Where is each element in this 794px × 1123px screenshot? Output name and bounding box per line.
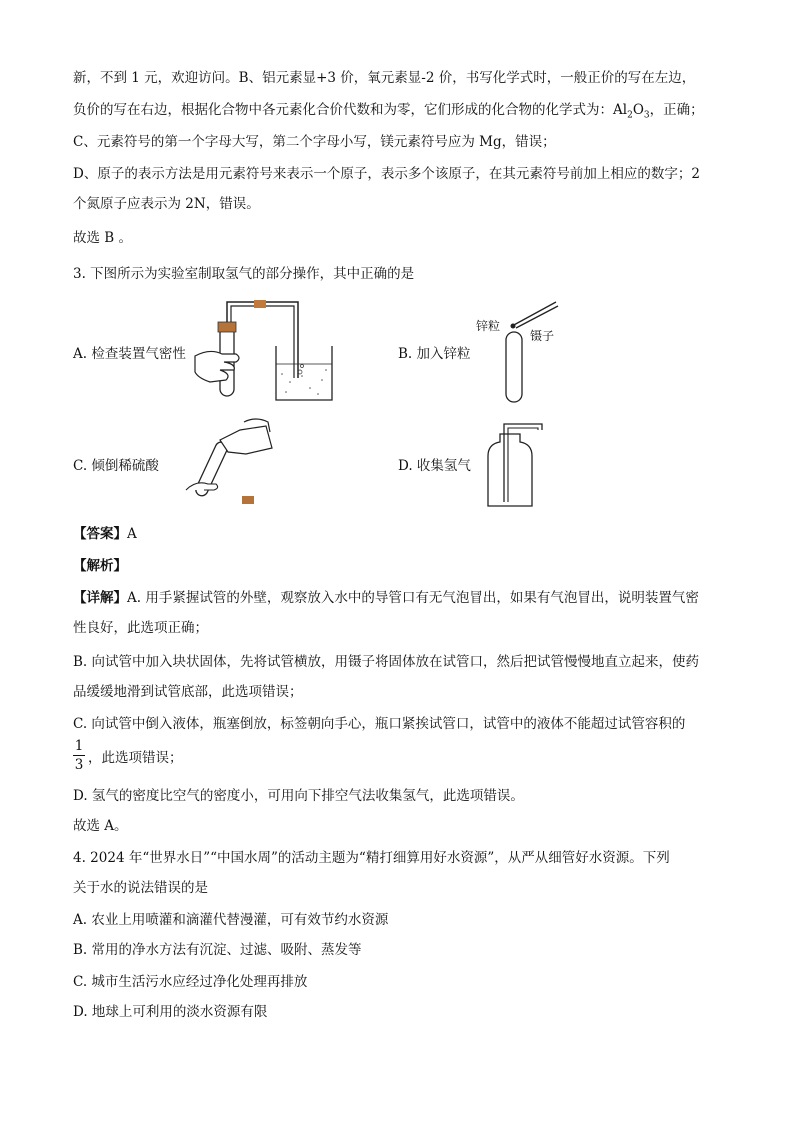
text-line: 新，不到 1 元，欢迎访问。B、铝元素显+3 价，氧元素显-2 价，书写化学式时，一般正价的写在左边， [73, 70, 696, 86]
option-d-label: D. 收集氢气 [398, 458, 471, 474]
answer-line: 【答案】A [73, 526, 137, 542]
detail-line: 故选 A。 [73, 818, 128, 834]
detail-line: C. 向试管中倒入液体，瓶塞倒放，标签朝向手心，瓶口紧挨试管口，试管中的液体不能超过试管容积的 [73, 716, 686, 732]
option-b: B. 常用的净水方法有沉淀、过滤、吸附、蒸发等 [73, 942, 362, 958]
question-4-stem: 关于水的说法错误的是 [73, 880, 208, 896]
tweezers-label: 镊子 [530, 329, 555, 343]
question-3-stem: 3. 下图所示为实验室制取氢气的部分操作，其中正确的是 [73, 266, 415, 282]
text-line: D、原子的表示方法是用元素符号来表示一个原子，表示多个该原子，在其元素符号前加上相应的数字；2 [73, 166, 700, 182]
question-4-stem: 4. 2024 年“世界水日”“中国水周”的活动主题为“精打细算用好水资源”，从严从细管好水资源。下列 [73, 850, 670, 866]
pour-acid-figure [184, 418, 280, 510]
text-line: 个氮原子应表示为 2N，错误。 [73, 196, 260, 212]
option-a: A. 农业上用喷灌和滴灌代替漫灌，可有效节约水资源 [73, 912, 389, 928]
detail-line: B. 向试管中加入块状固体，先将试管横放，用镊子将固体放在试管口，然后把试管慢慢地直立起来，使药 [73, 654, 700, 670]
detail-line: 品缓缓地滑到试管底部，此选项错误； [73, 684, 303, 700]
option-b-label: B. 加入锌粒 [398, 346, 471, 362]
add-zinc-figure [470, 296, 580, 406]
option-c: C. 城市生活污水应经过净化处理再排放 [73, 974, 308, 990]
option-c-label: C. 倾倒稀硫酸 [73, 458, 159, 474]
detail-line: 性良好，此选项正确； [73, 620, 208, 636]
detail-line: D. 氢气的密度比空气的密度小，可用向下排空气法收集氢气，此选项错误。 [73, 788, 524, 804]
option-a-label: A. 检查装置气密性 [73, 346, 186, 362]
detail-line: 【详解】A. 用手紧握试管的外壁，观察放入水中的导管口有无气泡冒出，如果有气泡冒出，说明装置气密 [73, 590, 699, 606]
airtightness-check-figure [190, 296, 410, 404]
text-line: 故选 B 。 [73, 230, 133, 246]
text-line: C、元素符号的第一个字母大写，第二个字母小写，镁元素符号应为 Mg，错误； [73, 134, 556, 150]
option-d: D. 地球上可利用的淡水资源有限 [73, 1004, 268, 1020]
text-line: 负价的写在右边，根据化合物中各元素化合价代数和为零，它们形成的化合物的化学式为：$Al_2O_3$，正确； [73, 102, 704, 121]
fraction: 1 3 [74, 738, 84, 773]
analysis-tag: 【解析】 [73, 558, 127, 574]
collect-hydrogen-figure [480, 418, 550, 510]
detail-line: ，此选项错误； [88, 750, 183, 766]
zinc-label: 锌粒 [476, 319, 501, 333]
